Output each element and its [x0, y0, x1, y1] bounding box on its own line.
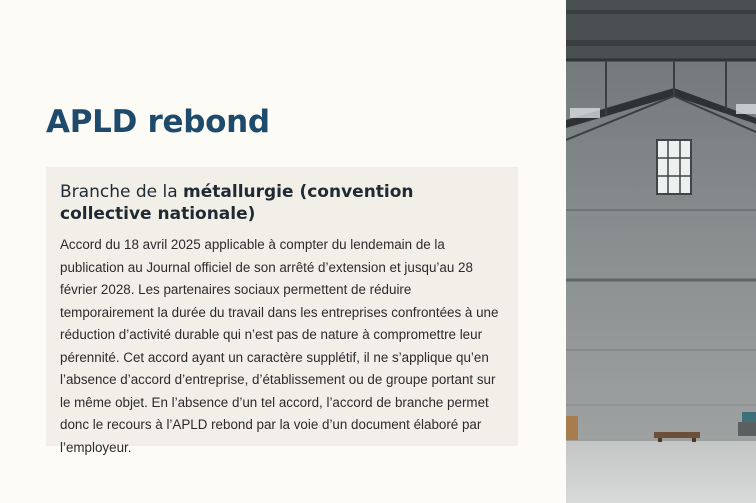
page-title: APLD rebond [46, 104, 270, 140]
card-body: Accord du 18 avril 2025 applicable à compter du lendemain de la publication au Journal officiel de son arrêté d’extension et jusqu’au 28 février 2028. Les partenaires sociaux permettent de réduire temporairement la durée du travail dans les entreprises confrontées à une réduction d’activité durable qui n’est pas de nature à compromettre leur pérennité. Cet accord ayant un caractère supplétif, il ne s’applique qu’en l’absence d’accord d’entreprise, d’établissement ou de groupe portant sur le même objet. En l’absence d’un tel accord, l’accord de branche permet donc le recours à l’APLD rebond par la voie d’un document élaboré par l’employeur. [60, 237, 499, 455]
warehouse-illustration [566, 0, 756, 503]
card-heading-bold: métallurgie (convention collective nationale) [60, 182, 414, 224]
info-card [46, 167, 518, 455]
card-heading [60, 181, 504, 225]
card-heading-prefix: Branche de la [60, 182, 184, 202]
warehouse-photo [566, 0, 756, 503]
